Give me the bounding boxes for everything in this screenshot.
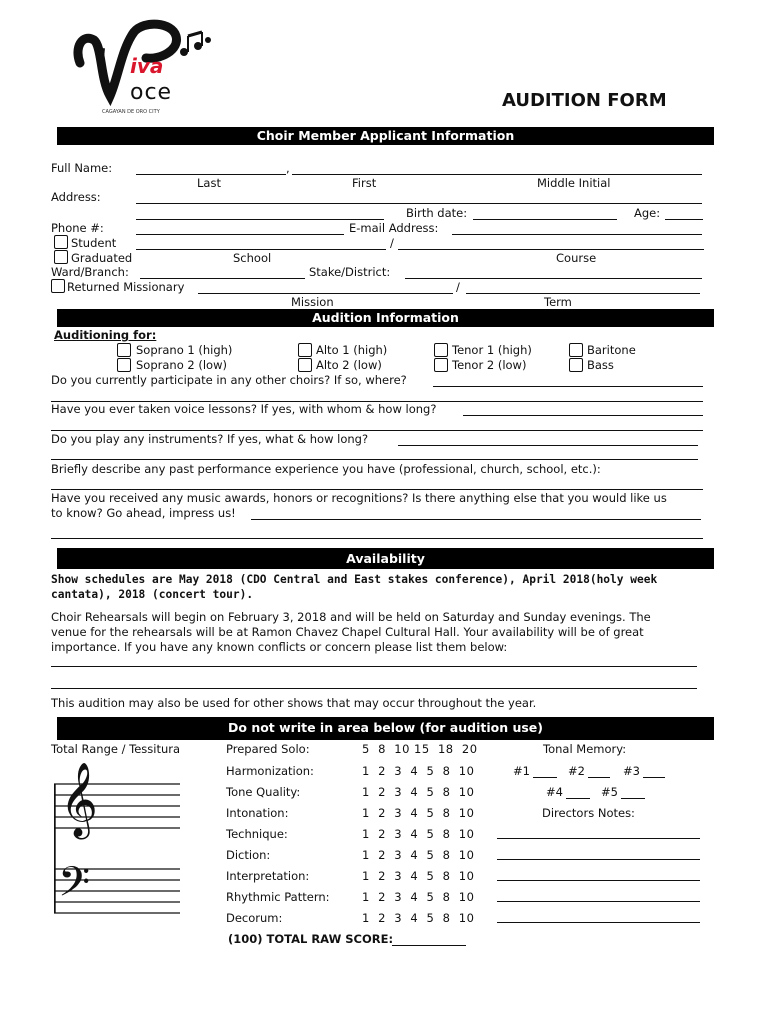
- show-schedule-line1: Show schedules are May 2018 (CDO Central and East stakes conference), April 2018(holy week: [51, 573, 658, 586]
- bass-clef-icon: 𝄢: [58, 858, 91, 916]
- score-rhythmic-pattern: 1 2 3 4 5 8 10: [362, 890, 475, 904]
- student-course-field[interactable]: [398, 249, 704, 250]
- score-decorum: 1 2 3 4 5 8 10: [362, 911, 475, 925]
- student-label: Student: [71, 236, 117, 250]
- audition-note: This audition may also be used for other shows that may occur throughout the year.: [51, 696, 537, 710]
- term-caption: Term: [544, 295, 572, 309]
- age-label: Age:: [634, 206, 661, 220]
- notes-line-3[interactable]: [497, 880, 700, 881]
- ward-label: Ward/Branch:: [51, 265, 129, 279]
- score-interpretation: 1 2 3 4 5 8 10: [362, 869, 475, 883]
- rehearsal-p2: venue for the rehearsals will be at Ramon Chavez Chapel Cultural Hall. Your availability will be of great: [51, 625, 644, 639]
- treble-clef-icon: 𝄞: [60, 763, 98, 837]
- other-choirs-field[interactable]: [433, 386, 703, 387]
- voice-lessons-field-2[interactable]: [51, 430, 703, 431]
- email-label: E-mail Address:: [349, 221, 439, 235]
- score-technique: 1 2 3 4 5 8 10: [362, 827, 475, 841]
- instruments-field[interactable]: [398, 445, 698, 446]
- phone-label: Phone #:: [51, 221, 104, 235]
- q-voice-lessons: Have you ever taken voice lessons? If yes, with whom & how long?: [51, 402, 437, 416]
- q-other-choirs: Do you currently participate in any other choirs? If so, where?: [51, 373, 407, 387]
- show-schedule-line2: cantata), 2018 (concert tour).: [51, 588, 254, 601]
- alto1-checkbox[interactable]: [298, 343, 312, 357]
- student-checkbox[interactable]: [54, 235, 68, 249]
- birth-date-field[interactable]: [473, 219, 617, 220]
- logo: [72, 18, 212, 123]
- awards-field[interactable]: [251, 519, 701, 520]
- mission-field[interactable]: [198, 293, 453, 294]
- total-raw-score-field[interactable]: [392, 945, 466, 946]
- section-audition-header: Audition Information: [57, 309, 714, 327]
- birth-date-label: Birth date:: [406, 206, 468, 220]
- tenor1-label: Tenor 1 (high): [452, 343, 532, 357]
- term-field[interactable]: [466, 293, 700, 294]
- full-name-label: Full Name:: [51, 161, 113, 175]
- stake-label: Stake/District:: [309, 265, 391, 279]
- tonal-5-label: #5: [601, 785, 618, 799]
- notes-line-5[interactable]: [497, 922, 700, 923]
- baritone-checkbox[interactable]: [569, 343, 583, 357]
- directors-notes-label: Directors Notes:: [542, 806, 635, 820]
- criteria-intonation: Intonation:: [226, 806, 289, 820]
- criteria-interpretation: Interpretation:: [226, 869, 310, 883]
- criteria-rhythmic-pattern: Rhythmic Pattern:: [226, 890, 330, 904]
- graduated-checkbox[interactable]: [54, 250, 68, 264]
- voice-lessons-field[interactable]: [463, 415, 703, 416]
- notes-line-1[interactable]: [497, 838, 700, 839]
- score-intonation: 1 2 3 4 5 8 10: [362, 806, 475, 820]
- bass-checkbox[interactable]: [569, 358, 583, 372]
- performance-field[interactable]: [51, 489, 703, 490]
- instruments-field-2[interactable]: [51, 459, 698, 460]
- total-raw-score-label: (100) TOTAL RAW SCORE:: [228, 932, 394, 946]
- section-official-header: Do not write in area below (for audition use): [57, 717, 714, 740]
- returned-label: Returned Missionary: [67, 280, 185, 294]
- slash-2: /: [456, 280, 460, 294]
- form-title: AUDITION FORM: [502, 90, 667, 111]
- tonal-2-label: #2: [568, 764, 585, 778]
- ward-field[interactable]: [140, 278, 305, 279]
- address-field-2[interactable]: [136, 219, 384, 220]
- tonal-3-field[interactable]: [643, 777, 665, 778]
- stake-field[interactable]: [405, 278, 702, 279]
- address-field[interactable]: [136, 203, 702, 204]
- logo-tagline: CAGAYAN DE ORO CITY: [102, 109, 160, 115]
- last-caption: Last: [197, 176, 221, 190]
- tenor2-label: Tenor 2 (low): [452, 358, 527, 372]
- mission-caption: Mission: [291, 295, 334, 309]
- criteria-tone-quality: Tone Quality:: [226, 785, 301, 799]
- student-school-field[interactable]: [136, 249, 386, 250]
- conflicts-field-2[interactable]: [51, 688, 697, 689]
- returned-missionary-checkbox[interactable]: [51, 279, 65, 293]
- tonal-3-label: #3: [623, 764, 640, 778]
- q-awards-line1: Have you received any music awards, honors or recognitions? Is there anything else that you would like us: [51, 491, 667, 505]
- comma: ,: [286, 161, 290, 175]
- alto1-label: Alto 1 (high): [316, 343, 388, 357]
- auditioning-for-label: Auditioning for:: [54, 328, 157, 342]
- section-availability-header: Availability: [57, 548, 714, 569]
- baritone-label: Baritone: [587, 343, 636, 357]
- address-label: Address:: [51, 190, 101, 204]
- bass-label: Bass: [587, 358, 614, 372]
- graduated-label: Graduated: [71, 251, 133, 265]
- score-tone-quality: 1 2 3 4 5 8 10: [362, 785, 475, 799]
- soprano2-checkbox[interactable]: [117, 358, 131, 372]
- tonal-memory-label: Tonal Memory:: [543, 742, 627, 756]
- slash-1: /: [390, 236, 394, 250]
- tonal-1-label: #1: [513, 764, 530, 778]
- email-field[interactable]: [452, 234, 702, 235]
- course-caption: Course: [556, 251, 597, 265]
- awards-field-2[interactable]: [51, 538, 703, 539]
- rehearsal-p3: importance. If you have any known conflicts or concern please list them below:: [51, 640, 508, 654]
- tonal-2-field[interactable]: [588, 777, 610, 778]
- logo-text-oce: oce: [130, 80, 173, 105]
- score-prepared-solo: 5 8 10 15 18 20: [362, 742, 478, 756]
- tenor2-checkbox[interactable]: [434, 358, 448, 372]
- phone-field[interactable]: [136, 234, 344, 235]
- last-name-field[interactable]: [136, 174, 286, 175]
- tonal-4-field[interactable]: [566, 798, 590, 799]
- soprano1-checkbox[interactable]: [117, 343, 131, 357]
- section-applicant-header: Choir Member Applicant Information: [57, 127, 714, 145]
- soprano2-label: Soprano 2 (low): [136, 358, 227, 372]
- first-middle-field[interactable]: [292, 174, 702, 175]
- q-performance: Briefly describe any past performance experience you have (professional, church, school, etc.):: [51, 462, 601, 476]
- q-instruments: Do you play any instruments? If yes, what & how long?: [51, 432, 369, 446]
- soprano1-label: Soprano 1 (high): [136, 343, 233, 357]
- tonal-5-field[interactable]: [621, 798, 645, 799]
- middle-caption: Middle Initial: [537, 176, 611, 190]
- first-caption: First: [352, 176, 377, 190]
- tonal-4-label: #4: [546, 785, 563, 799]
- score-diction: 1 2 3 4 5 8 10: [362, 848, 475, 862]
- range-label: Total Range / Tessitura: [51, 742, 181, 756]
- alto2-label: Alto 2 (low): [316, 358, 382, 372]
- tonal-1-field[interactable]: [533, 777, 557, 778]
- rehearsal-p1: Choir Rehearsals will begin on February 3, 2018 and will be held on Saturday and Sunday evenings. The: [51, 610, 651, 624]
- score-harmonization: 1 2 3 4 5 8 10: [362, 764, 475, 778]
- tenor1-checkbox[interactable]: [434, 343, 448, 357]
- notes-line-4[interactable]: [497, 901, 700, 902]
- criteria-decorum: Decorum:: [226, 911, 283, 925]
- age-field[interactable]: [665, 219, 703, 220]
- notes-line-2[interactable]: [497, 859, 700, 860]
- logo-text-iva: iva: [130, 54, 164, 78]
- q-awards-line2: to know? Go ahead, impress us!: [51, 506, 236, 520]
- criteria-technique: Technique:: [226, 827, 288, 841]
- school-caption: School: [233, 251, 272, 265]
- conflicts-field[interactable]: [51, 666, 697, 667]
- criteria-diction: Diction:: [226, 848, 271, 862]
- criteria-prepared-solo: Prepared Solo:: [226, 742, 310, 756]
- criteria-harmonization: Harmonization:: [226, 764, 314, 778]
- alto2-checkbox[interactable]: [298, 358, 312, 372]
